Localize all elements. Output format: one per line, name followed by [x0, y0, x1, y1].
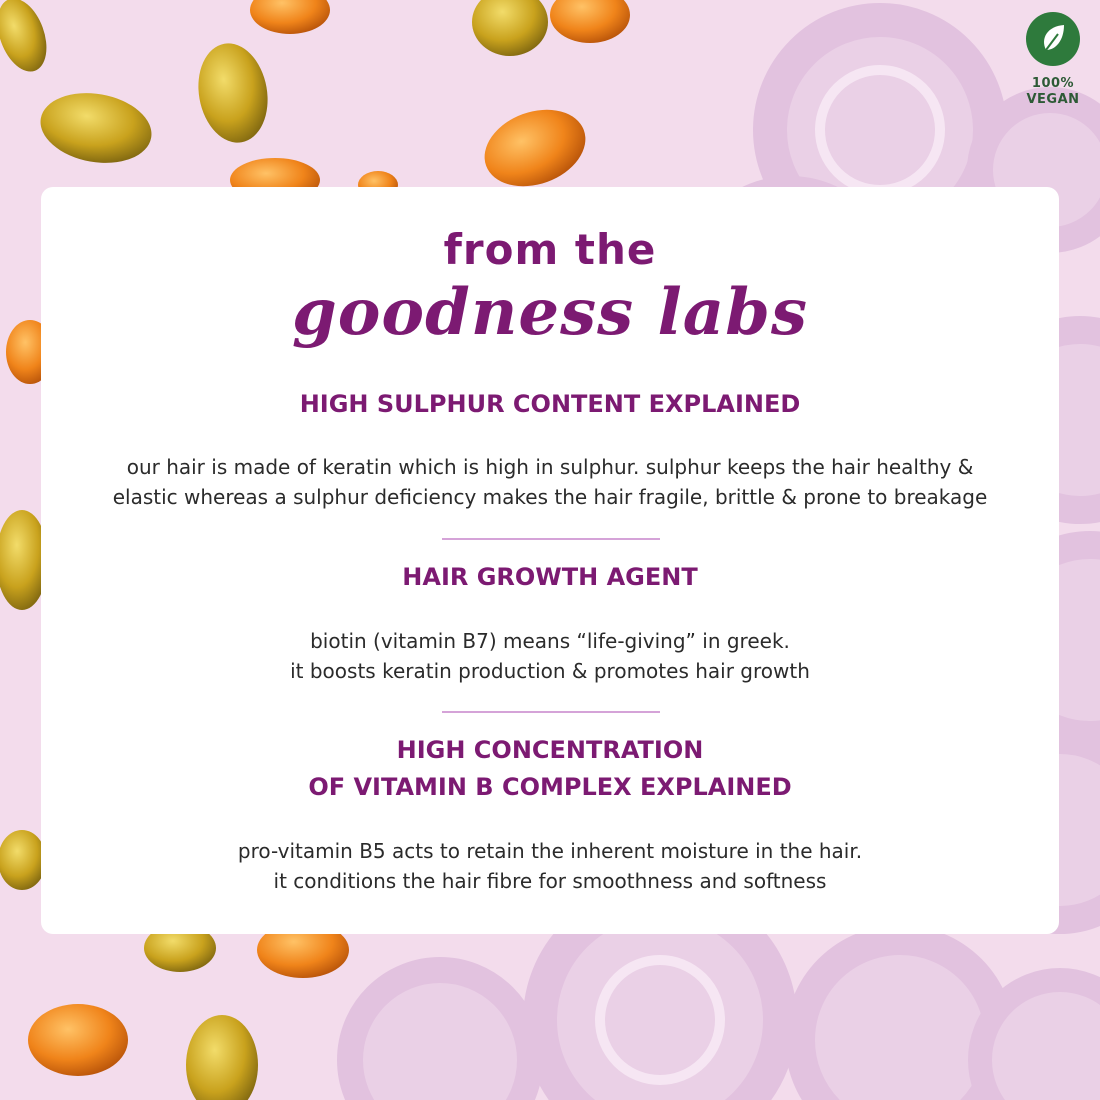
vegan-badge-label: VEGAN — [1026, 92, 1080, 107]
leaf-icon — [1026, 12, 1080, 66]
vegan-badge — [1024, 12, 1082, 108]
section-title-vitamin-b — [41, 732, 1059, 806]
divider — [442, 711, 660, 713]
section-body-line: it boosts keratin production & promotes hair growth — [290, 659, 810, 683]
heading-line2: goodness labs — [291, 275, 809, 350]
heading-line1: from the — [443, 225, 657, 274]
section-title-line: HIGH CONCENTRATION — [396, 736, 704, 764]
vegan-badge-percent: 100% — [1031, 76, 1075, 91]
section-body-sulphur — [41, 452, 1059, 512]
section-body-line: our hair is made of keratin which is high in sulphur. sulphur keeps the hair healthy & — [126, 455, 974, 479]
section-body-line: pro-vitamin B5 acts to retain the inherent moisture in the hair. — [237, 839, 863, 863]
info-card — [41, 187, 1059, 934]
section-body-line: biotin (vitamin B7) means “life-giving” in greek. — [310, 629, 790, 653]
section-title-hair-growth: HAIR GROWTH AGENT — [402, 563, 698, 591]
section-body-hair-growth — [41, 626, 1059, 686]
divider — [442, 538, 660, 540]
section-body-line: it conditions the hair fibre for smoothness and softness — [273, 869, 827, 893]
section-title-line: OF VITAMIN B COMPLEX EXPLAINED — [308, 773, 792, 801]
section-body-line: elastic whereas a sulphur deficiency makes the hair fragile, brittle & prone to breakage — [112, 485, 988, 509]
section-body-vitamin-b — [41, 836, 1059, 896]
section-title-sulphur: HIGH SULPHUR CONTENT EXPLAINED — [299, 390, 801, 418]
